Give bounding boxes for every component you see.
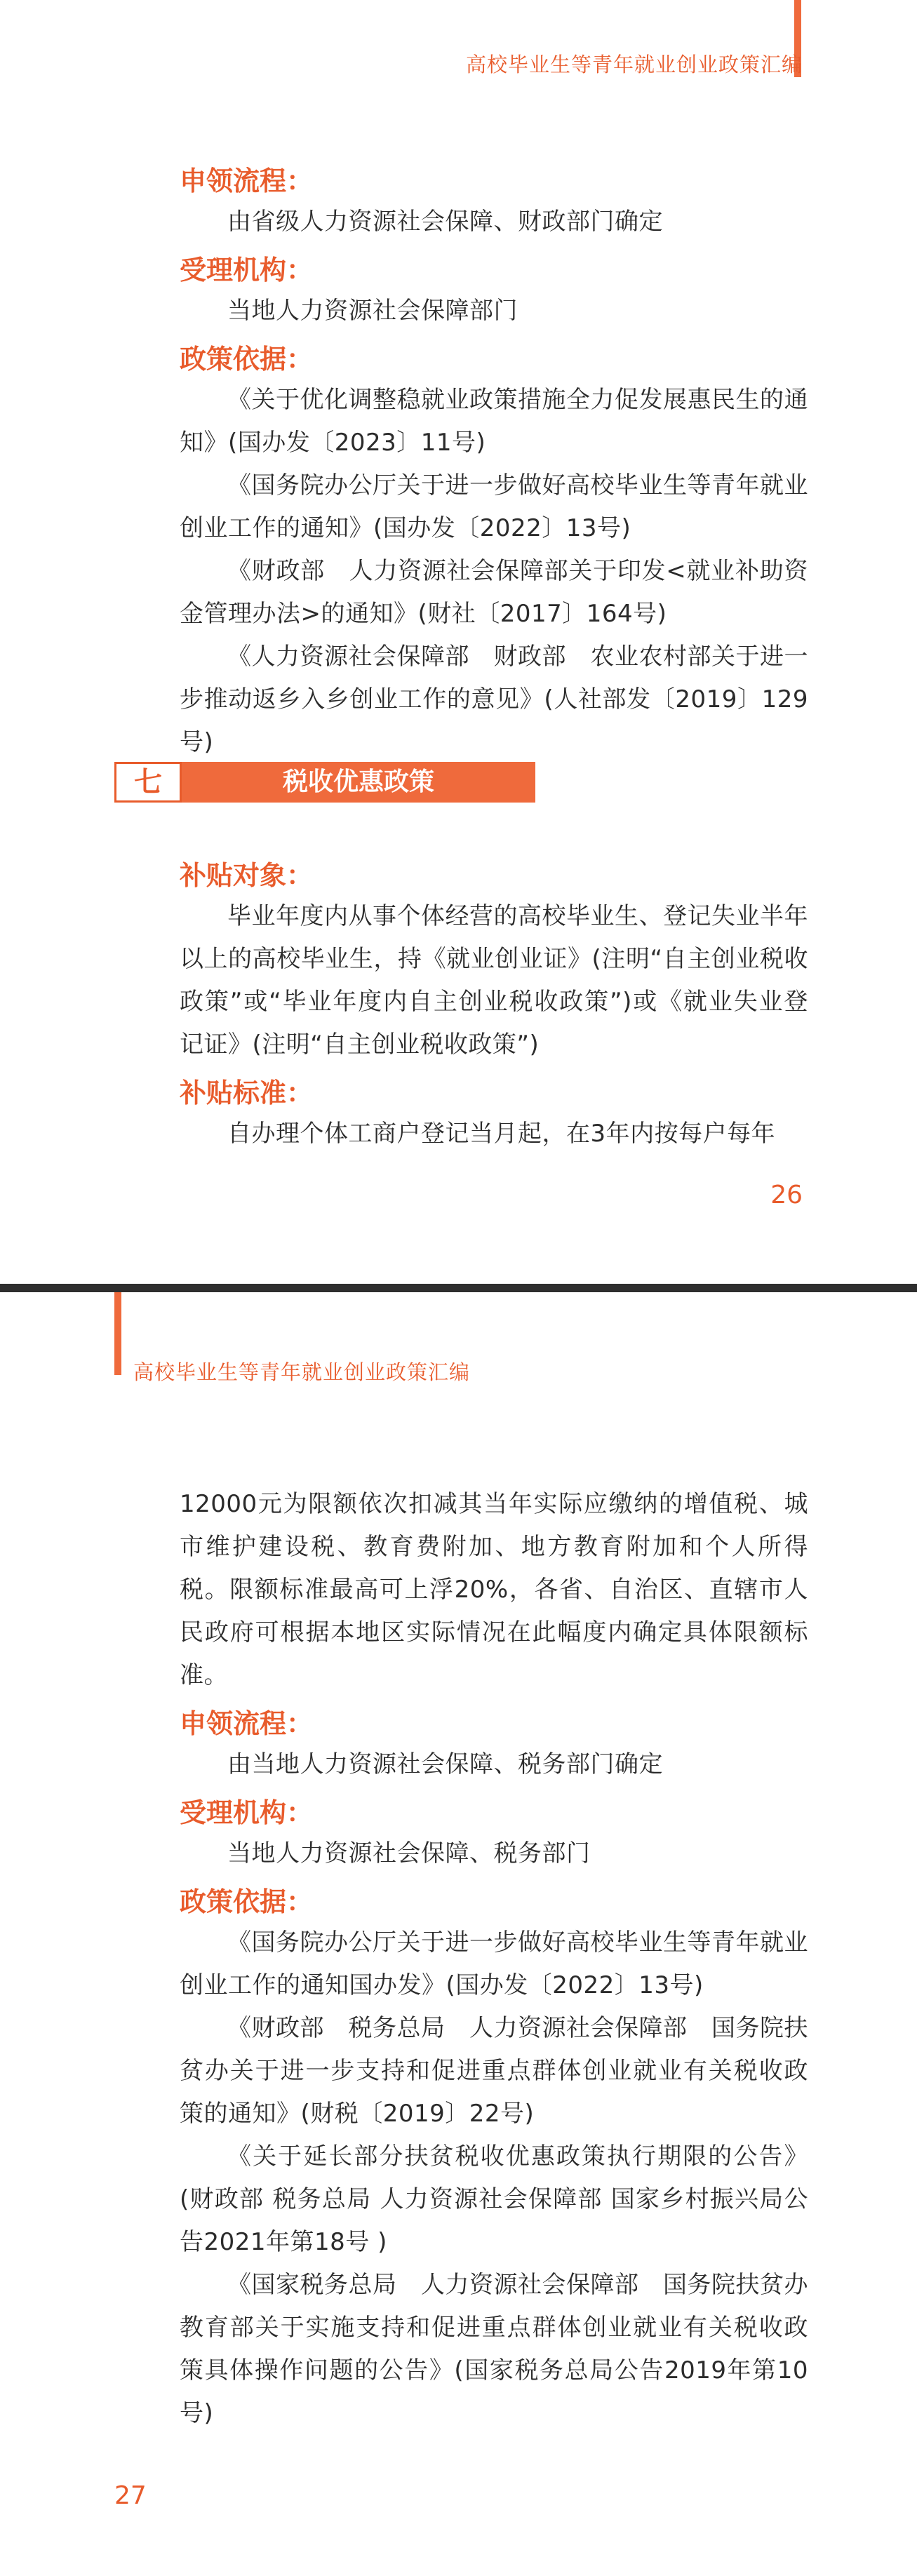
section-number: 七 — [114, 762, 182, 803]
subsidy-standard-text: 自办理个体工商户登记当月起，在3年内按每户每年 — [227, 1120, 776, 1148]
policy-basis-item: 《财政部 人力资源社会保障部关于印发<就业补助资金管理办法>的通知》(财社〔2017〕164号) — [180, 557, 808, 628]
apply-process-text: 由省级人力资源社会保障、财政部门确定 — [227, 208, 663, 236]
page-26-lower-content — [180, 856, 808, 1155]
header-accent-bar — [114, 1292, 121, 1375]
apply-process-heading: 申领流程： — [180, 166, 314, 196]
apply-process-text: 由当地人力资源社会保障、税务部门确定 — [227, 1750, 663, 1778]
continued-standard-text: 12000元为限额依次扣减其当年实际应缴纳的增值税、城市维护建设税、教育费附加、地方教育附加和个人所得税。限额标准最高可上浮20%，各省、自治区、直辖市人民政府可根据本地区实际情况在此幅度内确定具体限额标准。 — [180, 1490, 808, 1689]
policy-basis-item: 《国务院办公厅关于进一步做好高校毕业生等青年就业创业工作的通知》(国办发〔2022〕13号) — [180, 471, 808, 542]
page-number: 27 — [114, 2481, 147, 2510]
page-27 — [0, 1292, 917, 2576]
policy-basis-item: 《财政部 税务总局 人力资源社会保障部 国务院扶贫办关于进一步支持和促进重点群体创业就业有关税收政策的通知》(财税〔2019〕22号) — [180, 2014, 808, 2128]
page-26-upper-content — [180, 161, 808, 764]
subsidy-target-text: 毕业年度内从事个体经营的高校毕业生、登记失业半年以上的高校毕业生，持《就业创业证》(注明“自主创业税收政策”或“毕业年度内自主创业税收政策”)或《就业失业登记证》(注明“自主创业税收政策”) — [180, 902, 808, 1059]
agency-text: 当地人力资源社会保障部门 — [227, 297, 518, 325]
subsidy-standard-heading: 补贴标准： — [180, 1078, 314, 1108]
policy-basis-item: 《国务院办公厅关于进一步做好高校毕业生等青年就业创业工作的通知国办发》(国办发〔2022〕13号) — [180, 1928, 808, 1999]
policy-basis-item: 《关于延长部分扶贫税收优惠政策执行期限的公告》(财政部 税务总局 人力资源社会保障部 国家乡村振兴局公告2021年第18号 ) — [180, 2142, 808, 2256]
section-title: 税收优惠政策 — [182, 762, 535, 803]
agency-text: 当地人力资源社会保障、税务部门 — [227, 1839, 591, 1867]
page-27-content — [180, 1483, 808, 2435]
page-divider — [0, 1284, 917, 1292]
policy-basis-item: 《关于优化调整稳就业政策措施全力促发展惠民生的通知》(国办发〔2023〕11号) — [180, 386, 808, 457]
running-header: 高校毕业生等青年就业创业政策汇编 — [133, 1360, 471, 1384]
policy-basis-heading: 政策依据： — [180, 1886, 314, 1917]
running-header: 高校毕业生等青年就业创业政策汇编 — [465, 53, 803, 76]
page-number: 26 — [770, 1181, 803, 1209]
apply-process-heading: 申领流程： — [180, 1708, 314, 1739]
policy-basis-heading: 政策依据： — [180, 344, 314, 375]
page-26 — [0, 0, 917, 1284]
subsidy-target-heading: 补贴对象： — [180, 860, 314, 891]
section-heading — [114, 762, 535, 803]
agency-heading: 受理机构： — [180, 1797, 314, 1828]
policy-basis-item: 《人力资源社会保障部 财政部 农业农村部关于进一步推动返乡入乡创业工作的意见》(人社部发〔2019〕129号) — [180, 643, 808, 756]
agency-heading: 受理机构： — [180, 255, 314, 286]
policy-basis-item: 《国家税务总局 人力资源社会保障部 国务院扶贫办教育部关于实施支持和促进重点群体创业就业有关税收政策具体操作问题的公告》(国家税务总局公告2019年第10号) — [180, 2271, 808, 2427]
